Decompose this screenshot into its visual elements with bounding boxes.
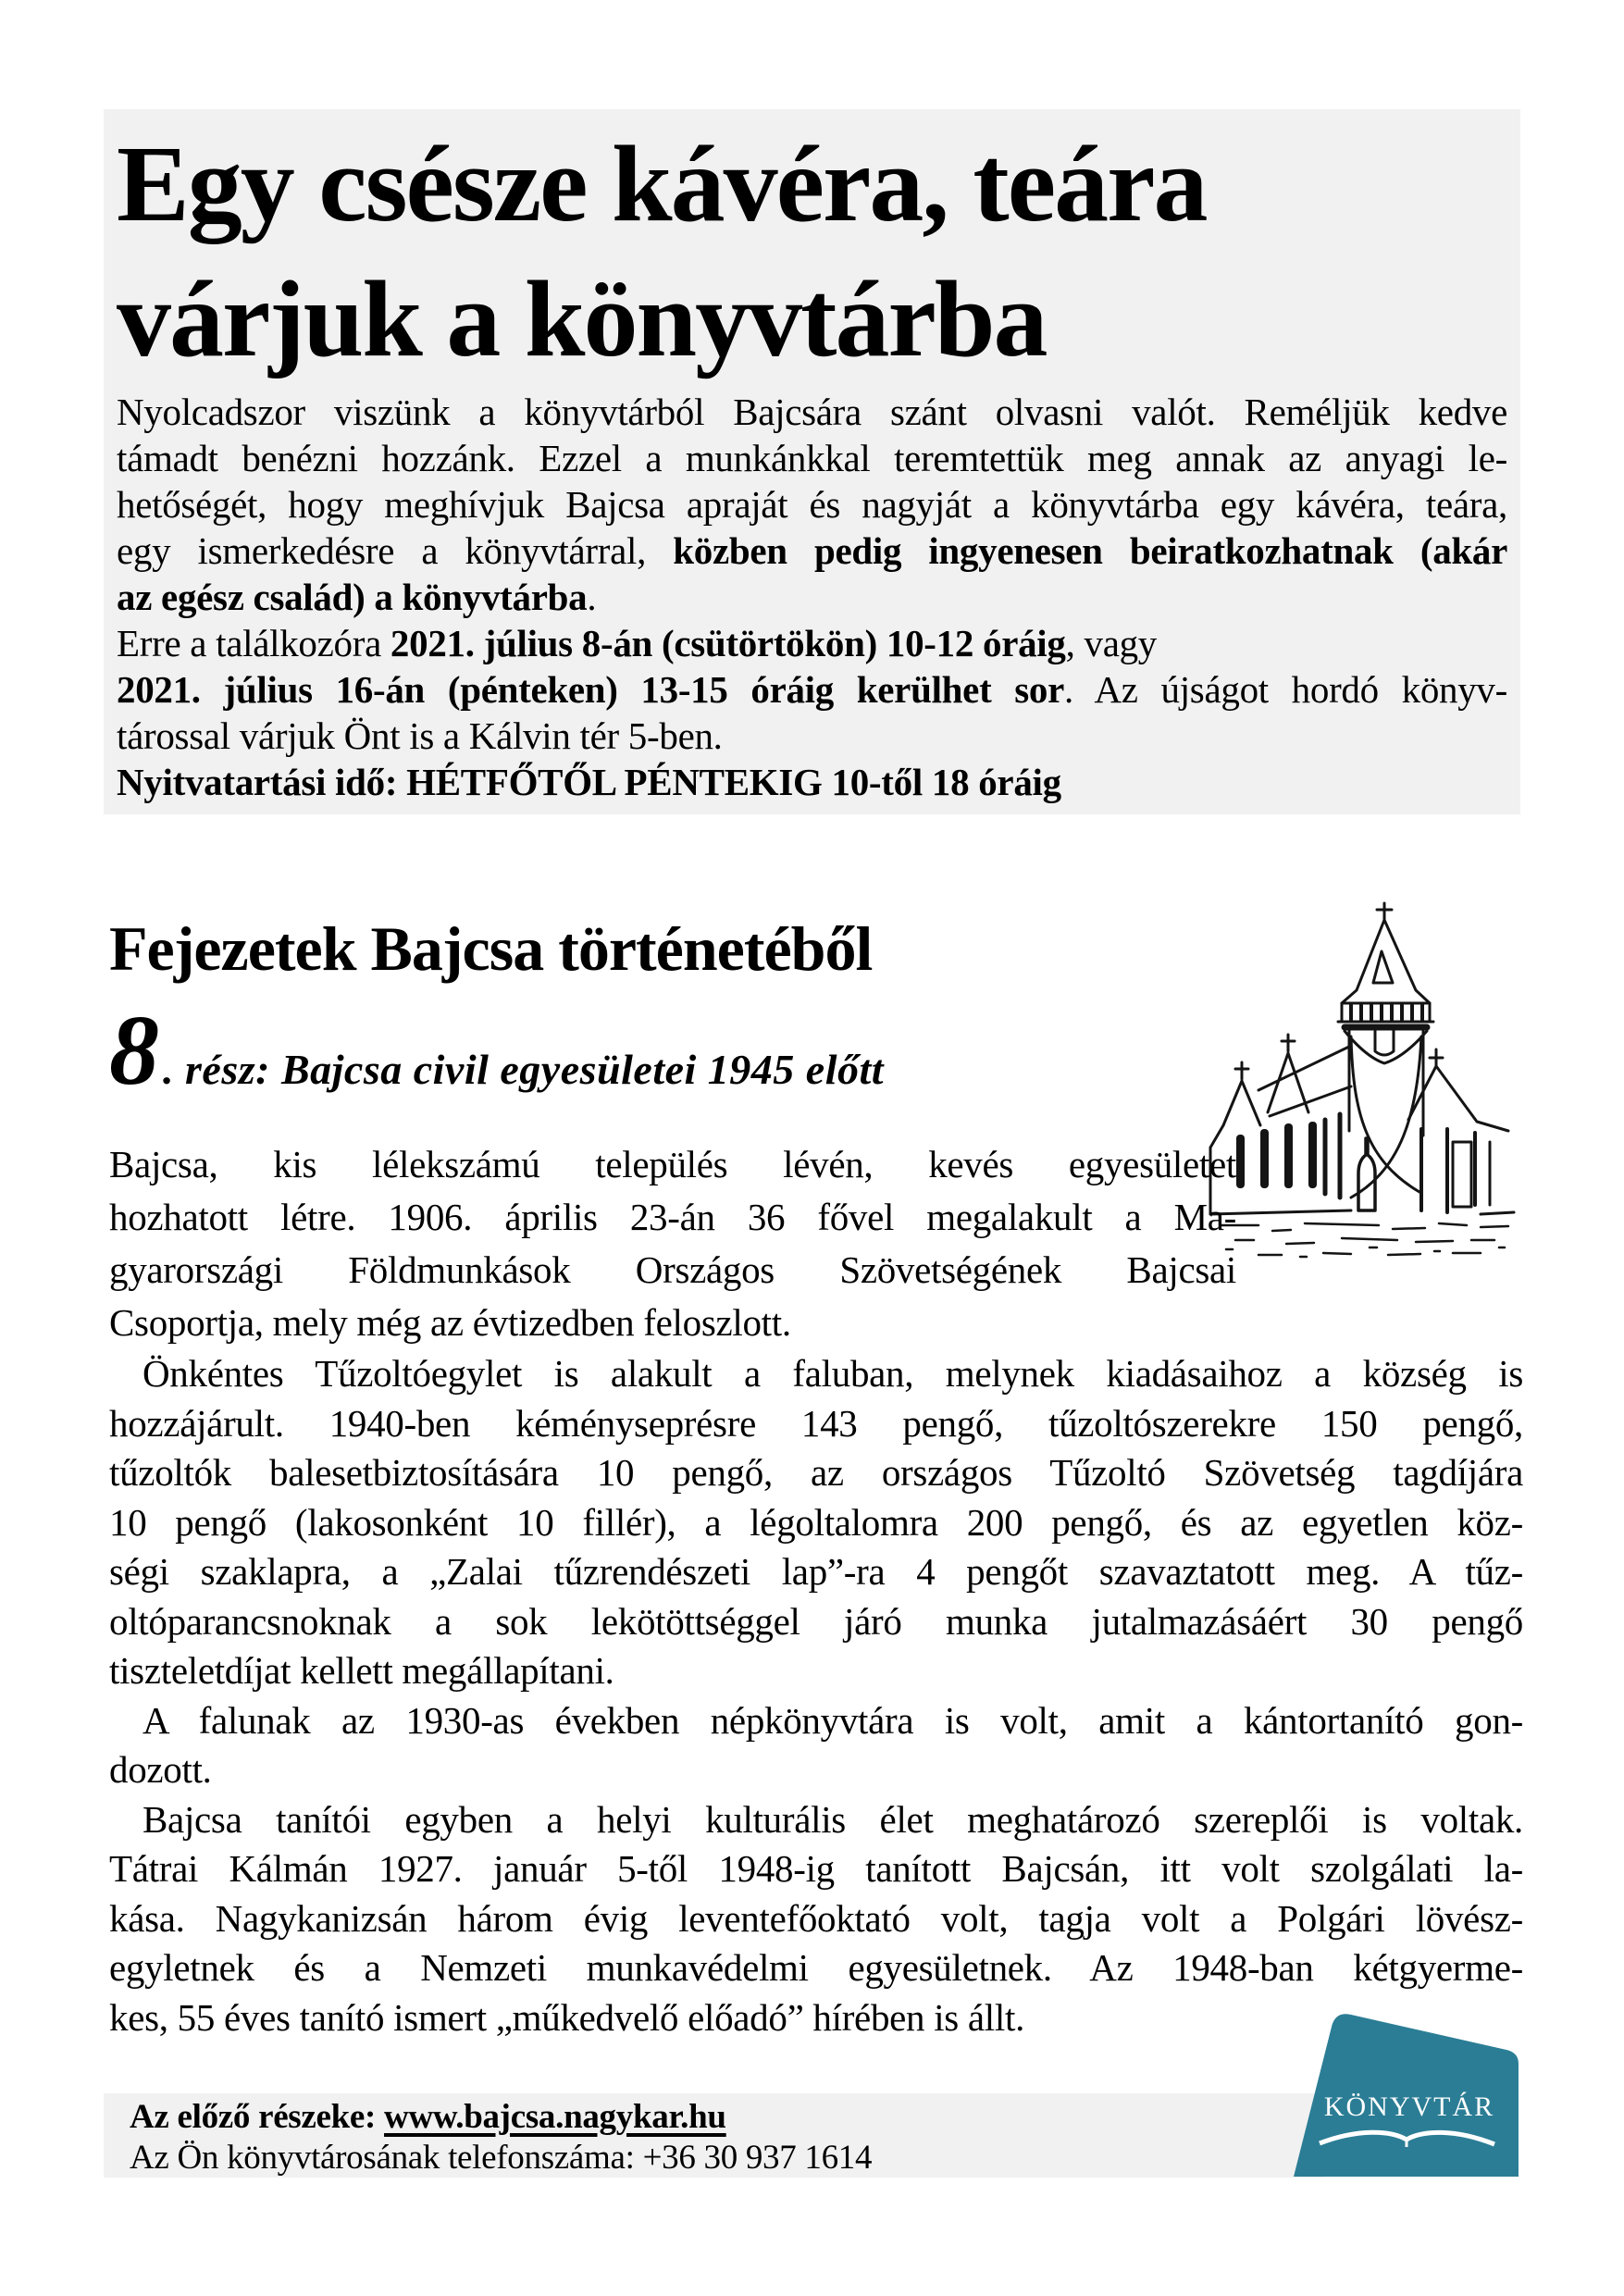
text-line <box>109 1745 1523 1795</box>
text-run: Tátrai Kálmán 1927. január 5-től 1948-ig tanított Bajcsán, itt volt szolgálati la- <box>109 1847 1523 1890</box>
text-line <box>130 2097 1325 2138</box>
section-heading: Fejezetek Bajcsa történetéből <box>109 913 873 984</box>
text-line <box>109 1795 1523 1845</box>
church-illustration <box>1203 900 1518 1270</box>
text-run: Az előző részeke: <box>130 2098 385 2136</box>
text-run: Bajcsa, kis lélekszámú település lévén, kevés egyesületet <box>109 1143 1236 1185</box>
history-paragraph-1 <box>109 1138 1236 1349</box>
text-run: az egész család) a könyvtárba <box>117 576 588 618</box>
text-run: hozzájárult. 1940-ben kéményseprésre 143 pengő, tűzoltószerekre 150 pengő, <box>109 1401 1523 1445</box>
header-intro-text <box>117 389 1507 805</box>
text-run: . <box>587 576 597 618</box>
text-line <box>130 2138 1325 2178</box>
text-run: 2021. július 16-án (pénteken) 13-15 óráig kerülhet sor <box>117 668 1064 711</box>
text-line <box>109 1191 1236 1244</box>
text-line <box>109 1399 1523 1449</box>
text-run: tárossal várjuk Önt is a Kálvin tér 5-ben. <box>117 714 723 757</box>
text-line <box>109 1547 1523 1597</box>
text-run: . Az újságot hordó könyv- <box>1064 668 1507 711</box>
text-run: egyletnek és a Nemzeti munkavédelmi egyesületnek. Az 1948-ban kétgyerme- <box>109 1946 1523 1989</box>
page-title <box>117 117 1507 387</box>
text-run: Egy csésze kávéra, teára <box>117 123 1207 244</box>
text-line <box>117 252 1507 387</box>
text-run: hozhatott létre. 1906. április 23-án 36 fővel megalakult a Ma- <box>109 1196 1236 1238</box>
text-run: Erre a találkozóra <box>117 622 391 664</box>
text-line <box>109 1138 1236 1191</box>
text-line <box>109 1244 1236 1297</box>
text-run: Bajcsa tanítói egyben a helyi kulturális élet meghatározó szereplői is voltak. <box>143 1797 1523 1841</box>
library-logo <box>1294 2006 1520 2177</box>
text-line <box>109 1894 1523 1944</box>
text-line <box>117 620 1507 666</box>
text-line <box>117 117 1507 252</box>
text-run: ségi szaklapra, a „Zalai tűzrendészeti lap”-ra 4 pengőt szavaztatott meg. A tűz- <box>109 1550 1523 1593</box>
logo-label: KÖNYVTÁR <box>1323 2091 1495 2122</box>
text-run: hetőségét, hogy meghívjuk Bajcsa apraját és nagyját a könyvtárba egy kávéra, teára, <box>117 483 1507 526</box>
text-line <box>109 1696 1523 1746</box>
footer-bar <box>104 2093 1325 2178</box>
text-run: Nyitvatartási idő: HÉTFŐTŐL PÉNTEKIG 10-től 18 óráig <box>117 761 1061 803</box>
header-panel <box>104 109 1520 814</box>
text-run: tűzoltók balesetbiztosítására 10 pengő, az országos Tűzoltó Szövetség tagdíjára <box>109 1451 1523 1494</box>
text-run: Csoportja, mely még az évtizedben feloszlott. <box>109 1301 791 1344</box>
text-line <box>117 389 1507 435</box>
text-run: A falunak az 1930-as években népkönyvtára is volt, amit a kántortanító gon- <box>143 1698 1523 1742</box>
text-line <box>117 759 1507 805</box>
text-run: oltóparancsnoknak a sok lekötöttséggel járó munka jutalmazásáért 30 pengő <box>109 1599 1523 1643</box>
text-run: dozott. <box>109 1748 212 1791</box>
text-line <box>109 1349 1523 1399</box>
text-run: Az Ön könyvtárosának telefonszáma: +36 30 937 1614 <box>130 2139 873 2177</box>
text-run: 10 pengő (lakosonként 10 fillér), a légoltalomra 200 pengő, és az egyetlen köz- <box>109 1500 1523 1544</box>
text-line <box>109 1646 1523 1696</box>
text-run: egy ismerkedésre a könyvtárral, <box>117 529 674 572</box>
text-line <box>109 1943 1523 1993</box>
text-run: Nyolcadszor viszünk a könyvtárból Bajcsára szánt olvasni valót. Reméljük kedve <box>117 391 1507 433</box>
text-run: Önkéntes Tűzoltóegylet is alakult a faluban, melynek kiadásaihoz a község is <box>143 1352 1523 1395</box>
text-line <box>109 1448 1523 1498</box>
text-line <box>117 713 1507 759</box>
history-paragraphs <box>109 1349 1523 2042</box>
part-number: 8 <box>109 996 159 1106</box>
text-run: , vagy <box>1065 622 1157 664</box>
text-run: közben pedig ingyenesen beiratkozhatnak (akár <box>673 529 1507 572</box>
text-line <box>117 527 1507 574</box>
text-line <box>117 481 1507 527</box>
text-run: gyarországi Földmunkások Országos Szövetségének Bajcsai <box>109 1248 1236 1291</box>
text-run: 2021. július 8-án (csütörtökön) 10-12 óráig <box>390 622 1066 664</box>
text-line <box>117 666 1507 713</box>
text-run: tiszteletdíjat kellett megállapítani. <box>109 1649 614 1692</box>
text-line <box>117 435 1507 481</box>
section-subtitle <box>109 996 885 1106</box>
text-line <box>109 1597 1523 1647</box>
text-line <box>117 574 1507 620</box>
part-title: . rész: Bajcsa civil egyesületei 1945 előtt <box>163 1046 885 1093</box>
text-run: várjuk a könyvtárba <box>117 258 1047 379</box>
text-run: kása. Nagykanizsán három évig leventefőoktató volt, tagja volt a Polgári lövész- <box>109 1896 1523 1940</box>
website-url: www.bajcsa.nagykar.hu <box>384 2098 726 2136</box>
text-run: támadt benézni hozzánk. Ezzel a munkánkkal teremtettük meg annak az anyagi le- <box>117 437 1507 479</box>
text-run: kes, 55 éves tanító ismert „műkedvelő előadó” hírében is állt. <box>109 1995 1025 2039</box>
text-line <box>109 1844 1523 1894</box>
text-line <box>109 1297 1236 1349</box>
text-line <box>109 1498 1523 1548</box>
